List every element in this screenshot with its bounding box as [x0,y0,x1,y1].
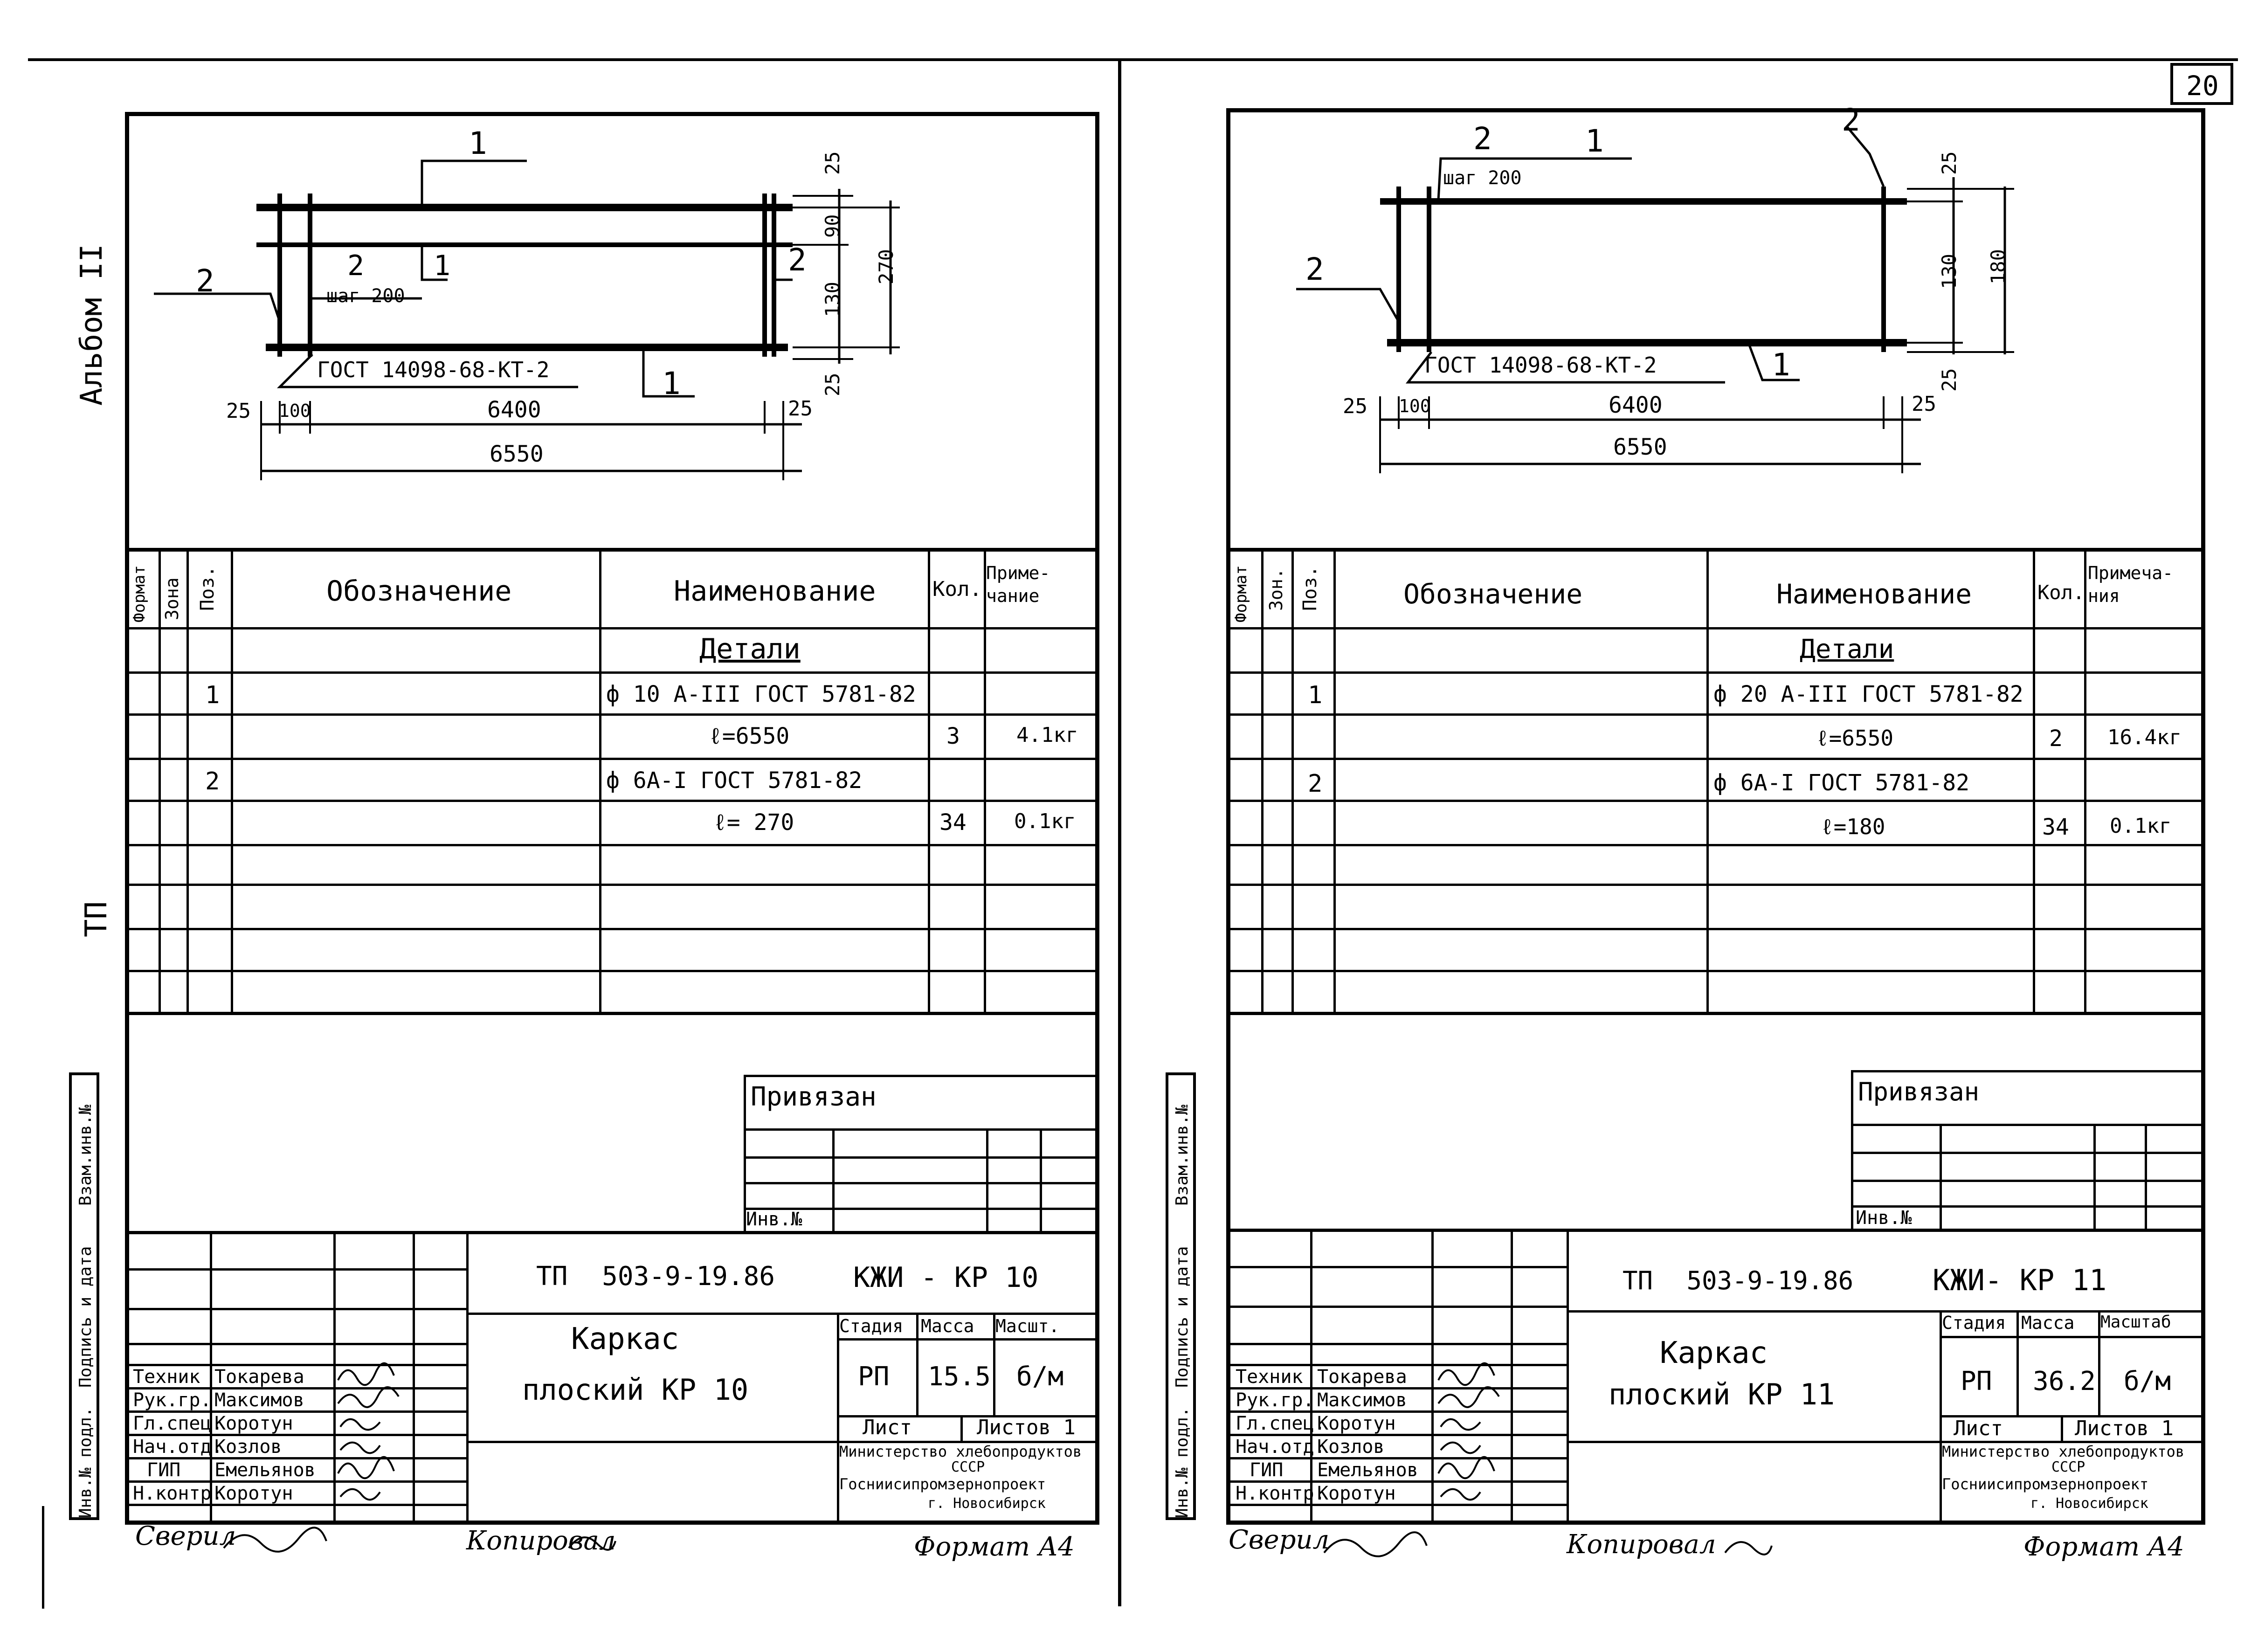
tb-line [466,1313,1099,1315]
dim-h: 6400 [487,397,541,423]
stage-header: Масса [921,1316,974,1336]
spec-header: Примеча-ния [2088,563,2174,607]
spec-section: Детали [1800,634,1894,664]
spec-name: ℓ=180 [1821,814,1885,839]
stage-value: б/м [1016,1362,1064,1392]
spec-header: Поз. [1299,566,1321,611]
left-edge-line [42,1506,44,1609]
spec-qty: 2 [2049,726,2063,752]
spec-header: Формат [1232,565,1250,622]
spec-line [125,970,1099,972]
binding-strip-left [69,1072,99,1520]
spec-line [125,713,1099,716]
spec-pos: 1 [205,681,220,709]
org-line: г. Новосибирск [928,1495,1046,1512]
dim-h: 6400 [1609,392,1663,418]
spec-line [1226,800,2205,802]
mark-label: 1 [469,125,487,161]
dim-h: 100 [1399,396,1431,416]
role: Гл.спец. [1236,1413,1326,1434]
person: Козлов [1317,1436,1385,1458]
person: Токарева [214,1366,304,1388]
strip-label: Подпись и дата [1173,1246,1192,1388]
step-label: шаг 200 [1443,167,1522,189]
privyazan-line [1851,1124,2205,1126]
spec-name: ℓ= 270 [713,809,794,836]
spec-qty: 34 [2042,814,2069,840]
spec-line [1226,884,2205,886]
mark-label: 1 [1772,347,1790,383]
tp-label: ТП [79,901,114,937]
spec-top [1226,548,2205,552]
person: Коротун [1317,1483,1396,1504]
org-line: СССР [2051,1459,2085,1475]
page-number-box [2170,63,2233,105]
step-label: шаг 200 [326,285,405,307]
mark-label: 2 [196,263,214,299]
spec-col [928,548,930,1012]
spec-line [125,1012,1099,1015]
tb-line [1226,1266,1567,1268]
privyazan-line [1851,1180,2205,1182]
stage-header: Масштаб [2100,1313,2171,1332]
mark-label: 2 [1842,102,1860,138]
dim-v: 130 [1938,254,1961,289]
dim-v: 130 [821,282,844,317]
format-label: Формат А4 [914,1532,1075,1562]
stage-header: Стадия [839,1316,904,1336]
dim-v-total: 180 [1987,249,2009,284]
spec-note: 16.4кг [2107,726,2182,749]
tb-col [2016,1310,2019,1415]
privyazan-col [1040,1128,1042,1233]
spec-name: ф 10 А-III ГОСТ 5781-82 [606,681,916,707]
person: Токарева [1317,1366,1407,1388]
dim-v: 25 [1938,151,1961,175]
spec-col [1261,548,1264,1012]
spec-col [1291,548,1294,1012]
tb-line [1226,1343,1567,1345]
spec-line [1226,713,2205,716]
privyazan-col [2145,1124,2147,1231]
spec-pos: 1 [1308,681,1323,709]
person: Козлов [214,1436,282,1458]
role: Н.контр. [133,1483,223,1504]
spec-note: 0.1кг [2110,814,2172,838]
spec-line [125,800,1099,802]
privyazan-label: Привязан [1858,1077,1980,1106]
person: Емельянов [214,1459,316,1481]
binding-strip-right [1166,1072,1196,1520]
dim-h-total: 6550 [490,441,544,467]
tb-line [1940,1336,2205,1338]
person: Максимов [1317,1389,1407,1411]
person: Коротун [1317,1413,1396,1434]
tb-col [1567,1229,1569,1525]
role: Техник [1236,1366,1303,1388]
mark-label: 2 [1473,121,1492,157]
sheet-label: Лист [1954,1417,2003,1440]
spec-name: ℓ=6550 [709,723,790,749]
role: Техник [133,1366,200,1388]
privyazan-label: Привязан [751,1082,877,1112]
role: Рук.гр. [1236,1389,1314,1411]
spec-pos: 2 [205,767,220,795]
spec-col [984,548,986,1012]
role: Гл.спец. [133,1413,223,1434]
center-divider [1118,58,1121,1606]
spec-header: Наименование [674,575,876,608]
tb-col [960,1415,963,1441]
privyazan-line [744,1128,1099,1131]
tb-col [916,1313,918,1415]
spec-line [1226,928,2205,930]
spec-col [1706,548,1709,1012]
copied-label: Копировал [466,1526,616,1556]
mark-label: 2 [347,249,365,282]
doc-code: ТП 503-9-19.86 [1623,1266,1854,1295]
spec-pos: 2 [1308,770,1323,798]
org-line: Госниисипромзернопроект [1942,1475,2149,1493]
strip-label: Взам.инв.№ [76,1105,95,1206]
tb-line [125,1308,466,1310]
spec-header: Приме-чание [986,563,1050,607]
stage-value: 15.5 [928,1362,991,1392]
stage-value: РП [1961,1366,1992,1396]
privyazan-line [744,1182,1099,1184]
spec-qty: 3 [946,723,960,749]
tb-col [466,1231,469,1525]
spec-line [125,928,1099,930]
tb-top [1226,1229,2205,1232]
spec-col [1333,548,1336,1012]
tb-line [125,1268,466,1271]
spec-note: 4.1кг [1016,723,1078,747]
person: Коротун [214,1413,293,1434]
org-line: Министерство хлебопродуктов [1942,1443,2185,1460]
sheets-label: Листов 1 [977,1416,1076,1439]
role: ГИП [1250,1459,1284,1481]
mark-label: 1 [662,366,681,401]
dim-h: 25 [226,399,251,423]
role: Н.контр. [1236,1483,1326,1504]
role: Нач.отд. [133,1436,223,1458]
copied-label: Копировал [1567,1529,1716,1560]
dim-v: 90 [821,214,844,238]
role: ГИП [147,1459,181,1481]
spec-col [231,548,233,1012]
spec-header: Поз. [197,566,218,611]
spec-header: Кол. [2037,581,2085,604]
privyazan-col [2093,1124,2096,1231]
spec-header: Кол. [932,577,982,601]
title-line1: Каркас [571,1322,679,1356]
title-line1: Каркас [1660,1336,1768,1370]
dim-h: 100 [279,401,311,421]
person: Емельянов [1317,1459,1418,1481]
person: Максимов [214,1389,304,1411]
spec-name: ф 6А-I ГОСТ 5781-82 [1713,770,1970,796]
doc-mark: КЖИ - КР 10 [853,1261,1039,1294]
top-border-line [28,58,2238,61]
dim-v: 25 [821,151,844,175]
spec-top [125,548,1099,552]
spec-line [1226,758,2205,760]
stage-value: РП [858,1362,890,1392]
gost-label: ГОСТ 14098-68-КТ-2 [317,357,550,382]
tb-line [125,1343,466,1345]
strip-label: Инв.№ подл. [1173,1407,1192,1518]
role: Нач.отд. [1236,1436,1326,1458]
spec-col [599,548,601,1012]
spec-header: Наименование [1776,578,1972,610]
privyazan-col [832,1128,835,1233]
spec-col [2033,548,2035,1012]
checked-label: Сверил [1229,1525,1330,1555]
spec-name: ℓ=6550 [1816,726,1894,751]
spec-line [125,671,1099,674]
spec-col [186,548,189,1012]
stage-header: Стадия [1942,1313,2006,1333]
dim-h: 25 [1343,394,1367,418]
spec-qty: 34 [939,809,967,836]
spec-line [1226,1012,2205,1015]
stage-header: Масса [2021,1313,2075,1333]
title-line2: плоский КР 11 [1609,1377,1835,1411]
strip-label: Инв.№ подл. [76,1407,95,1518]
spec-header: Обозначение [1403,578,1583,610]
dim-h: 25 [1912,392,1936,416]
role: Рук.гр. [133,1389,212,1411]
dim-v: 25 [821,373,844,396]
org-line: Министерство хлебопродуктов [839,1443,1082,1460]
strip-label: Подпись и дата [76,1246,95,1388]
mark-label: 1 [434,249,451,282]
doc-mark: КЖИ- КР 11 [1933,1263,2107,1297]
spec-name: ф 6А-I ГОСТ 5781-82 [606,767,863,794]
privyazan-col [1940,1124,1942,1231]
spec-line [125,844,1099,846]
tb-col [2061,1415,2063,1441]
tb-line [837,1338,1099,1341]
privyazan-line [1851,1152,2205,1154]
person: Коротун [214,1483,293,1504]
tb-line [1226,1306,1567,1308]
inv-label: Инв.№ [746,1209,802,1230]
album-label: Альбом II [75,244,109,406]
spec-header: Обозначение [326,575,512,608]
mark-label: 1 [1585,123,1604,159]
spec-name: ф 20 А-III ГОСТ 5781-82 [1713,681,2023,707]
org-line: г. Новосибирск [2030,1495,2148,1512]
dim-v: 25 [1938,368,1961,392]
gost-label: ГОСТ 14098-68-КТ-2 [1424,353,1657,378]
strip-label: Взам.инв.№ [1173,1105,1192,1206]
spec-section: Детали [699,633,801,665]
stage-value: б/м [2124,1366,2171,1396]
inv-label: Инв.№ [1856,1207,1912,1229]
org-line: СССР [951,1459,985,1475]
spec-header: Формат [130,565,149,622]
privyazan-col [986,1128,988,1233]
spec-col [159,548,161,1012]
title-line2: плоский КР 10 [522,1373,749,1407]
spec-col [2084,548,2086,1012]
doc-code: ТП 503-9-19.86 [536,1261,775,1292]
format-label: Формат А4 [2023,1532,2184,1562]
spec-line [1226,671,2205,674]
spec-line [1226,970,2205,972]
privyazan-line [744,1156,1099,1159]
sheets-label: Листов 1 [2075,1417,2174,1440]
sheet-label: Лист [863,1416,912,1439]
dim-h-total: 6550 [1613,434,1667,460]
org-line: Госниисипромзернопроект [839,1475,1046,1493]
dim-v-total: 270 [875,249,898,284]
spec-head-bottom [125,627,1099,629]
stage-value: 36.2 [2033,1366,2096,1396]
tb-top [125,1231,1099,1234]
spec-line [125,884,1099,886]
spec-line [1226,844,2205,846]
spec-note: 0.1кг [1014,809,1076,833]
spec-head-bottom [1226,627,2205,629]
page-number: 20 [2186,70,2219,102]
stage-header: Масшт. [995,1316,1060,1336]
spec-line [125,758,1099,760]
mark-label: 2 [788,242,807,278]
checked-label: Сверил [135,1521,236,1551]
mark-label: 2 [1305,251,1324,287]
spec-header: Зона [162,577,182,620]
dim-h: 25 [788,397,813,421]
spec-header: Зон. [1266,568,1286,611]
